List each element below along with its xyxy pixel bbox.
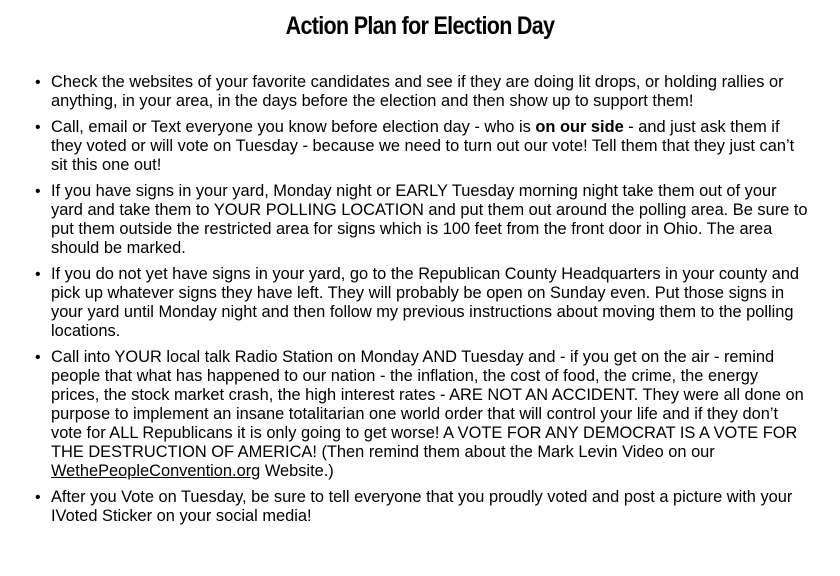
website-link[interactable]: WethePeopleConvention.org [51,462,261,480]
list-item-text-segment: Call into YOUR local talk Radio Station on Monday AND Tuesday and - if you get on the air - remind people that what has happened to our nation - the inflation, the cost of food, the crime, the energy prices, the stock market crash, the high interest rates - ARE NOT AN ACCIDENT. They were all done on purpose to implement an insane totalitarian one world order that will control your life and if they don’t vote for ALL Republicans it is only going to get worse! A VOTE FOR ANY DEMOCRAT IS A VOTE FOR THE DESTRUCTION OF AMERICA! (Then remind them about the Mark Levin Video on our [51,348,804,461]
list-item-text [51,348,808,481]
list-item-text: Check the websites of your favorite candidates and see if they are doing lit drops, or holding rallies or anything, in your area, in the days before the election and then show up to support them! [51,73,784,110]
list-item-text: After you Vote on Tuesday, be sure to tell everyone that you proudly voted and post a picture with your IVoted Sticker on your social media! [51,488,793,525]
list-item-text-segment: - and just ask them if they voted or will vote on Tuesday - because we need to turn out our vote! Tell them that they just can’t sit this one out! [51,118,795,174]
list-item-text: If you do not yet have signs in your yard, go to the Republican County Headquarters in your county and pick up whatever signs they have left. They will probably be open on Sunday even. Put those signs in your yard until Monday night and then follow my previous instructions about moving them to the polling locations. [51,265,800,340]
list-item-call-radio [0,348,840,481]
bullet-icon: • [35,119,41,136]
bullet-icon: • [35,489,41,506]
action-list [0,73,840,533]
emphasis-text: on our side [535,118,624,136]
list-item-lit-drops [0,73,840,111]
list-item-text-segment: Website.) [260,462,334,480]
list-item-text: If you have signs in your yard, Monday night or EARLY Tuesday morning night take them out of your yard and take them to YOUR POLLING LOCATION and put them out around the polling area. Be sure to put them outside the restricted area for signs which is 100 feet from the front door in Ohio. The area should be marked. [51,182,808,257]
list-item-call-everyone [0,118,840,175]
bullet-icon: • [35,74,41,91]
list-item-after-vote [0,488,840,526]
bullet-icon: • [35,349,41,366]
list-item-get-signs [0,265,840,341]
list-item-move-signs [0,182,840,258]
bullet-icon: • [35,266,41,283]
list-item-text [51,118,808,175]
bullet-icon: • [35,183,41,200]
list-item-text-segment: Call, email or Text everyone you know before election day - who is [51,118,536,136]
document-title: Action Plan for Election Day [285,12,555,40]
